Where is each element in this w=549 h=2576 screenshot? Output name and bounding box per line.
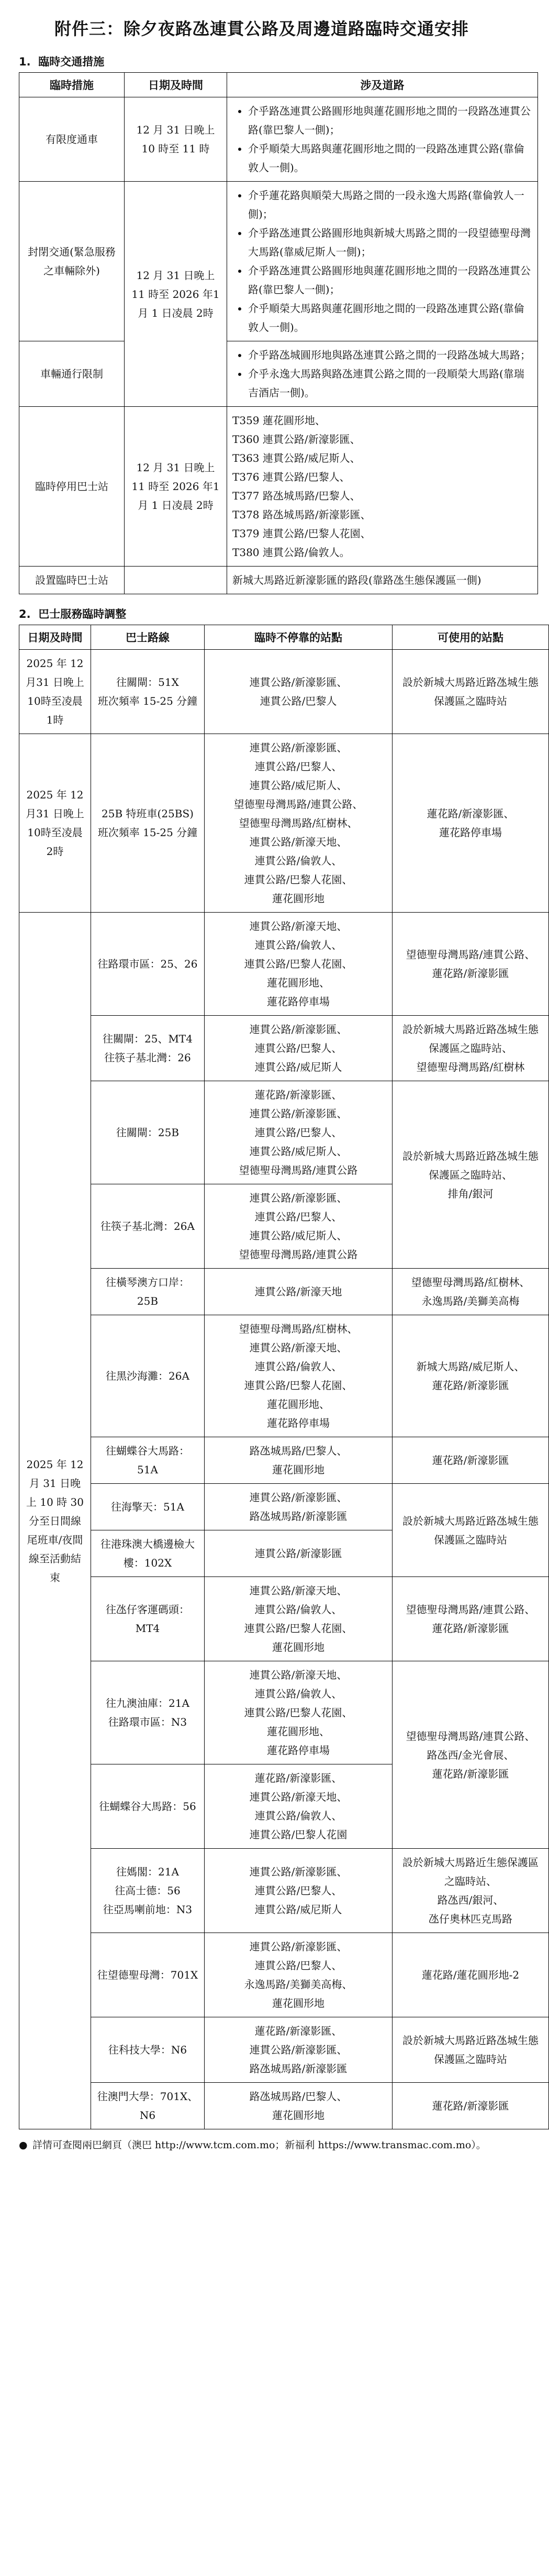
route-cell: 往關閘：25B — [91, 1081, 205, 1184]
road-list — [232, 186, 532, 337]
table-row — [19, 1849, 549, 1933]
header-date: 日期及時間 — [19, 625, 91, 650]
date-cell: 2025 年 12 月31 日晚上 10時至凌晨 2時 — [19, 734, 91, 913]
use-cell: 設於新城大馬路近路氹城生態保護區之臨時站 — [393, 2017, 549, 2083]
route-cell: 往蝴蝶谷大馬路：51A — [91, 1437, 205, 1484]
section-2-heading: 2. 巴士服務臨時調整 — [19, 608, 127, 620]
header-use: 可使用的站點 — [393, 625, 549, 650]
road-item: • 介乎路氹連貫公路圓形地與蓮花圓形地之間的一段路氹連貫公路(靠巴黎人一側)； — [248, 102, 532, 139]
measure-cell: 封閉交通(緊急服務之車輛除外) — [19, 182, 125, 341]
section-1-heading: 1. 臨時交通措施 — [19, 55, 105, 68]
route-cell: 往科技大學：N6 — [91, 2017, 205, 2083]
table-row — [19, 1016, 549, 1081]
skip-cell: 連貫公路/新濠影匯、 連貫公路/巴黎人、 連貫公路/威尼斯人、 望德聖母灣馬路/連貫公路、 望德聖母灣馬路/紅樹林、 連貫公路/新濠天地、 連貫公路/倫敦人、 連貫公路/巴黎人花園、 蓮花圓形地 — [205, 734, 393, 913]
table-row — [19, 182, 538, 341]
use-cell: 蓮花路/新濠影匯、 蓮花路停車場 — [393, 734, 549, 913]
time-cell: 12 月 31 日晚上11 時至 2026 年1 月 1 日凌晨 2時 — [125, 407, 227, 567]
table-header-row — [19, 625, 549, 650]
use-cell: 望德聖母灣馬路/連貫公路、 蓮花路/新濠影匯 — [393, 913, 549, 1016]
time-cell — [125, 567, 227, 594]
skip-cell: 路氹城馬路/巴黎人、 蓮花圓形地 — [205, 2083, 393, 2129]
table-row — [19, 407, 538, 567]
skip-cell: 蓮花路/新濠影匯、 連貫公路/新濠天地、 連貫公路/倫敦人、 連貫公路/巴黎人花園 — [205, 1764, 393, 1849]
measure-cell: 設置臨時巴士站 — [19, 567, 125, 594]
document-title: 附件三：除夕夜路氹連貫公路及周邊道路臨時交通安排 — [54, 19, 469, 39]
header-route: 巴士路線 — [91, 625, 205, 650]
use-cell: 蓮花路/新濠影匯 — [393, 2083, 549, 2129]
route-cell: 往筷子基北灣：26A — [91, 1184, 205, 1269]
road-item: • 介乎路氹連貫公路圓形地與新城大馬路之間的一段望德聖母灣大馬路(靠威尼斯人一側)； — [248, 224, 532, 261]
traffic-measures-table — [19, 72, 538, 594]
footer-note — [19, 2136, 505, 2155]
route-cell: 往關閘：25、MT4 往筷子基北灣：26 — [91, 1016, 205, 1081]
table-row — [19, 1315, 549, 1437]
route-cell: 往港珠澳大橋邊檢大樓：102X — [91, 1530, 205, 1577]
header-time: 日期及時間 — [125, 73, 227, 97]
road-item: • 介乎蓮花路與順榮大馬路之間的一段永逸大馬路(靠倫敦人一側)； — [248, 186, 532, 224]
bus-adjustment-table — [19, 625, 549, 2129]
route-cell: 往黑沙海灘：26A — [91, 1315, 205, 1437]
table-row — [19, 2083, 549, 2129]
route-cell: 25B 特班車(25BS) 班次頻率 15-25 分鐘 — [91, 734, 205, 913]
table-row — [19, 650, 549, 734]
roads-cell — [227, 341, 538, 407]
table-row — [19, 734, 549, 913]
use-cell: 望德聖母灣馬路/連貫公路、 蓮花路/新濠影匯 — [393, 1577, 549, 1661]
bullet-icon: ● — [19, 2139, 28, 2151]
route-cell: 往蝴蝶谷大馬路：56 — [91, 1764, 205, 1849]
route-cell: 往望德聖母灣：701X — [91, 1933, 205, 2017]
table-header-row — [19, 73, 538, 97]
road-item: • 介乎順榮大馬路與蓮花圓形地之間的一段路氹連貫公路(靠倫敦人一側)。 — [248, 139, 532, 177]
date-cell: 2025 年 12 月 31 日晚上 10 時 30 分至日間線尾班車/夜間線至活動結束 — [19, 913, 91, 2129]
road-item: • 介乎路氹城圓形地與路氹連貫公路之間的一段路氹城大馬路； — [248, 346, 532, 364]
measure-cell: 車輛通行限制 — [19, 341, 125, 407]
use-cell: 蓮花路/新濠影匯 — [393, 1437, 549, 1484]
use-cell: 望德聖母灣馬路/紅樹林、 永逸馬路/美獅美高梅 — [393, 1269, 549, 1315]
skip-cell: 連貫公路/新濠影匯、 連貫公路/巴黎人、 連貫公路/威尼斯人 — [205, 1016, 393, 1081]
skip-cell: 連貫公路/新濠影匯、 連貫公路/巴黎人 — [205, 650, 393, 734]
table-row — [19, 1933, 549, 2017]
road-item: • 介乎路氹連貫公路圓形地與蓮花圓形地之間的一段路氹連貫公路(靠巴黎人一側)； — [248, 261, 532, 299]
route-cell: 往九澳油庫：21A 往路環市區：N3 — [91, 1661, 205, 1764]
route-cell: 往媽閣：21A 往高士德：56 往亞馬喇前地：N3 — [91, 1849, 205, 1933]
skip-cell: 連貫公路/新濠影匯、 路氹城馬路/新濠影匯 — [205, 1484, 393, 1530]
temp-stop-cell: 新城大馬路近新濠影匯的路段(靠路氹生態保護區一側) — [227, 567, 538, 594]
road-item: • 介乎順榮大馬路與蓮花圓形地之間的一段路氹連貫公路(靠倫敦人一側)。 — [248, 299, 532, 337]
header-skip: 臨時不停靠的站點 — [205, 625, 393, 650]
table-row — [19, 913, 549, 1016]
skip-cell: 連貫公路/新濠天地、 連貫公路/倫敦人、 連貫公路/巴黎人花園、 蓮花圓形地、 蓮花路停車場 — [205, 913, 393, 1016]
use-cell: 蓮花路/蓮花圓形地-2 — [393, 1933, 549, 2017]
route-cell: 往氹仔客運碼頭：MT4 — [91, 1577, 205, 1661]
table-row — [19, 341, 538, 407]
date-cell: 2025 年 12 月31 日晚上 10時至凌晨 1時 — [19, 650, 91, 734]
use-cell: 設於新城大馬路近路氹城生態保護區之臨時站 — [393, 1484, 549, 1577]
table-row — [19, 567, 538, 594]
roads-cell — [227, 97, 538, 182]
table-row — [19, 1269, 549, 1315]
skip-cell: 連貫公路/新濠天地 — [205, 1269, 393, 1315]
skip-cell: 連貫公路/新濠影匯、 連貫公路/巴黎人、 永逸馬路/美獅美高梅、 蓮花圓形地 — [205, 1933, 393, 2017]
bus-stop-list: T359 蓮花圓形地、 T360 連貫公路/新濠影匯、 T363 連貫公路/威尼斯人、 T376 連貫公路/巴黎人、 T377 路氹城馬路/巴黎人、 T378 路氹城馬路/新濠影匯、 T379 連貫公路/巴黎人花園、 T380 連貫公路/倫敦人。 — [227, 407, 538, 567]
skip-cell: 連貫公路/新濠天地、 連貫公路/倫敦人、 連貫公路/巴黎人花園、 蓮花圓形地、 蓮花路停車場 — [205, 1661, 393, 1764]
measure-cell: 有限度通車 — [19, 97, 125, 182]
use-cell: 新城大馬路/威尼斯人、 蓮花路/新濠影匯 — [393, 1315, 549, 1437]
measure-cell: 臨時停用巴士站 — [19, 407, 125, 567]
route-cell: 往澳門大學：701X、N6 — [91, 2083, 205, 2129]
road-list — [232, 102, 532, 177]
roads-cell — [227, 182, 538, 341]
table-row — [19, 1577, 549, 1661]
table-row — [19, 1661, 549, 1764]
table-row — [19, 1081, 549, 1184]
road-item: • 介乎永逸大馬路與路氹連貫公路之間的一段順榮大馬路(靠瑞吉酒店一側)。 — [248, 364, 532, 402]
skip-cell: 望德聖母灣馬路/紅樹林、 連貫公路/新濠天地、 連貫公路/倫敦人、 連貫公路/巴黎人花園、 蓮花圓形地、 蓮花路停車場 — [205, 1315, 393, 1437]
route-cell: 往關閘：51X 班次頻率 15-25 分鐘 — [91, 650, 205, 734]
skip-cell: 連貫公路/新濠天地、 連貫公路/倫敦人、 連貫公路/巴黎人花園、 蓮花圓形地 — [205, 1577, 393, 1661]
table-row — [19, 1484, 549, 1530]
skip-cell: 路氹城馬路/巴黎人、 蓮花圓形地 — [205, 1437, 393, 1484]
route-cell: 往路環市區：25、26 — [91, 913, 205, 1016]
footer-text: 詳情可查閱兩巴網頁（澳巴 http://www.tcm.com.mo；新福利 https://www.transmac.com.mo）。 — [32, 2139, 486, 2151]
use-cell: 設於新城大馬路近生態保護區之臨時站、 路氹西/銀河、 氹仔奧林匹克馬路 — [393, 1849, 549, 1933]
use-cell: 設於新城大馬路近路氹城生態保護區之臨時站 — [393, 650, 549, 734]
use-cell: 望德聖母灣馬路/連貫公路、 路氹西/金光會展、 蓮花路/新濠影匯 — [393, 1661, 549, 1849]
use-cell: 設於新城大馬路近路氹城生態保護區之臨時站、 望德聖母灣馬路/紅樹林 — [393, 1016, 549, 1081]
skip-cell: 蓮花路/新濠影匯、 連貫公路/新濠影匯、 路氹城馬路/新濠影匯 — [205, 2017, 393, 2083]
table-row — [19, 1437, 549, 1484]
road-list — [232, 346, 532, 402]
skip-cell: 蓮花路/新濠影匯、 連貫公路/新濠影匯、 連貫公路/巴黎人、 連貫公路/威尼斯人、 望德聖母灣馬路/連貫公路 — [205, 1081, 393, 1184]
header-measure: 臨時措施 — [19, 73, 125, 97]
route-cell: 往海擎天：51A — [91, 1484, 205, 1530]
skip-cell: 連貫公路/新濠影匯 — [205, 1530, 393, 1577]
table-row — [19, 2017, 549, 2083]
skip-cell: 連貫公路/新濠影匯、 連貫公路/巴黎人、 連貫公路/威尼斯人、 望德聖母灣馬路/連貫公路 — [205, 1184, 393, 1269]
use-cell: 設於新城大馬路近路氹城生態保護區之臨時站、 排角/銀河 — [393, 1081, 549, 1269]
time-cell: 12 月 31 日晚上11 時至 2026 年1 月 1 日凌晨 2時 — [125, 182, 227, 407]
table-row — [19, 97, 538, 182]
route-cell: 往橫琴澳方口岸：25B — [91, 1269, 205, 1315]
header-roads: 涉及道路 — [227, 73, 538, 97]
skip-cell: 連貫公路/新濠影匯、 連貫公路/巴黎人、 連貫公路/威尼斯人 — [205, 1849, 393, 1933]
time-cell: 12 月 31 日晚上10 時至 11 時 — [125, 97, 227, 182]
